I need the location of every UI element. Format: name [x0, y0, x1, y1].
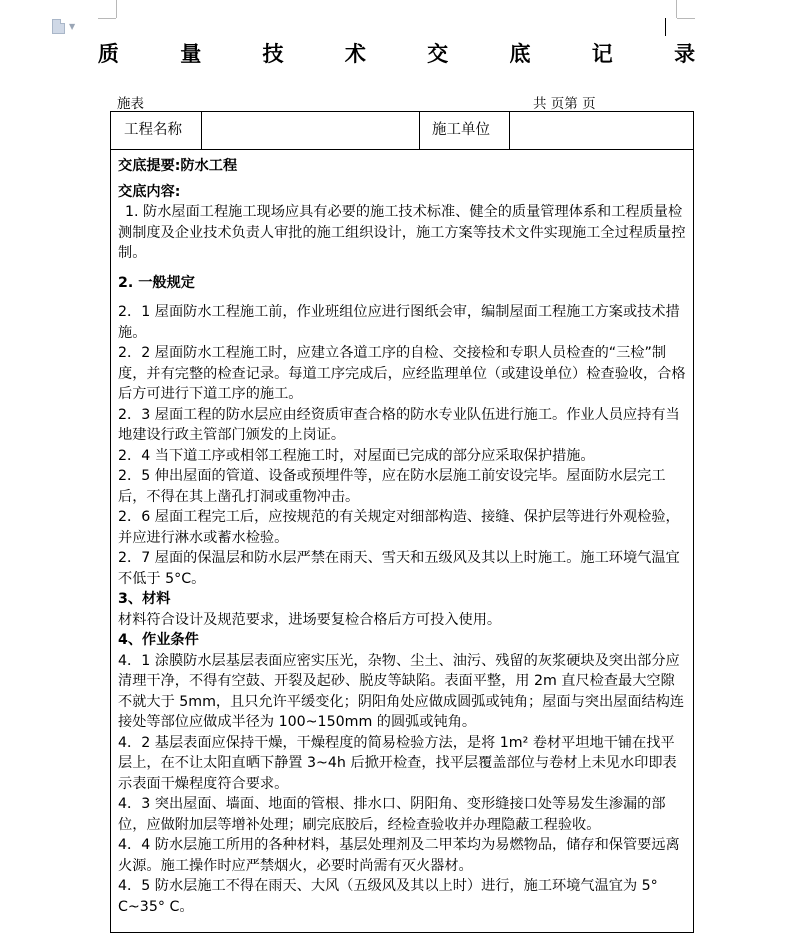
paragraph-4-4: 4．4 防水层施工所用的各种材料，基层处理剂及二甲苯均为易燃物品，储存和保管要远离火源。施工操作时应严禁烟火，必要时尚需有灭火器材。 — [118, 837, 680, 874]
project-name-label: 工程名称 — [124, 122, 182, 138]
section-heading-general: 2. 一般规定 — [118, 274, 195, 291]
paragraph-4-1: 4．1 涂膜防水层基层表面应密实压光，杂物、尘土、油污、残留的灰浆硬块及突出部分应清理干净，不得有空鼓、开裂及起砂、脱皮等缺陷。表面平整，用 2m 直尺检查最大空隙不就大于 5mm，且只允许平缓变化；阴阳角处应做成圆弧或钝角；屋面与突出屋面结构连接处等部位应做成半径为 100~150mm 的圆弧或钝角。 — [118, 652, 685, 730]
text-cursor — [665, 18, 666, 36]
paragraph-2-3: 2．3 屋面工程的防水层应由经资质审查合格的防水专业队伍进行施工。作业人员应持有当地建设行政主管部门颁发的上岗证。 — [118, 406, 680, 443]
margin-mark-top-right — [676, 0, 677, 18]
paragraph-2-1: 2．1 屋面防水工程施工前，作业班组位应进行图纸会审，编制屋面工程施工方案或技术措施。 — [118, 304, 680, 341]
divider — [201, 112, 202, 149]
paragraph-2-2: 2．2 屋面防水工程施工时，应建立各道工序的自检、交接检和专职人员检查的“三检”制度，并有完整的检查记录。每道工序完成后，应经监理单位（或建设单位）检查验收，合格后方可进行下道工序的施工。 — [118, 345, 686, 402]
document-icon[interactable] — [52, 19, 65, 34]
paragraph-4-5: 4．5 防水层施工不得在雨天、大风（五级风及其以上时）进行，施工环境气温宜为 5° C~35° C。 — [118, 878, 658, 915]
paragraph-4-2: 4．2 基层表面应保持干燥，干燥程度的简易检验方法，是将 1m² 卷材平坦地干铺在找平层上，在不让太阳直晒下静置 3~4h 后掀开检查，找平层覆盖部位与卷材上未见水印即表示表面干燥程度符合要求。 — [118, 734, 677, 792]
margin-mark-top-left-h — [98, 18, 116, 19]
header-row — [111, 112, 693, 150]
page-title: 质 量 技 术 交 底 记 录 — [97, 41, 723, 66]
paragraph-2-6: 2．6 屋面工程完工后，应按规范的有关规定对细部构造、接缝、保护层等进行外观检验，并应进行淋水或蓄水检验。 — [118, 509, 680, 546]
divider — [509, 112, 510, 149]
section-heading-materials: 3、材料 — [118, 591, 171, 607]
paragraph-2-7: 2．7 屋面的保温层和防水层严禁在雨天、雪天和五级风及其以上时施工。施工环境气温宜不低于 5°C。 — [118, 550, 680, 587]
margin-mark-top-right-h — [677, 18, 695, 19]
record-table — [110, 111, 694, 933]
form-code: 施表 — [117, 96, 144, 112]
section-heading-conditions: 4、作业条件 — [118, 632, 199, 648]
dropdown-arrow-icon[interactable]: ▼ — [69, 22, 76, 31]
paragraph-2-4: 2．4 当下道工序或相邻工程施工时，对屋面已完成的部分应采取保护措施。 — [118, 447, 595, 464]
construction-unit-field[interactable] — [517, 112, 687, 149]
construction-unit-label: 施工单位 — [432, 122, 490, 138]
briefing-content[interactable] — [118, 156, 688, 917]
content-heading: 交底内容: — [118, 183, 181, 200]
page-count: 共 页第 页 — [533, 96, 596, 112]
briefing-summary: 交底提要:防水工程 — [118, 158, 238, 174]
paragraph-4-3: 4．3 突出屋面、墙面、地面的管根、排水口、阴阳角、变形缝接口处等易发生渗漏的部位，应做附加层等增补处理；刷完底胶后，经检查验收并办理隐蔽工程验收。 — [118, 796, 666, 833]
project-name-field[interactable] — [209, 112, 414, 149]
paragraph-3: 材料符合设计及规范要求，进场要复检合格后方可投入使用。 — [118, 611, 502, 628]
paragraph-2-5: 2．5 伸出屋面的管道、设备或预埋件等，应在防水层施工前安设完毕。屋面防水层完工后，不得在其上凿孔打洞或重物冲击。 — [118, 468, 666, 505]
paragraph-1: 1. 防水屋面工程施工现场应具有必要的施工技术标准、健全的质量管理体系和工程质量检测制度及企业技术负责人审批的施工组织设计，施工方案等技术文件实现施工全过程质量控制。 — [118, 204, 686, 261]
margin-mark-top-left — [116, 0, 117, 18]
divider — [419, 112, 420, 149]
